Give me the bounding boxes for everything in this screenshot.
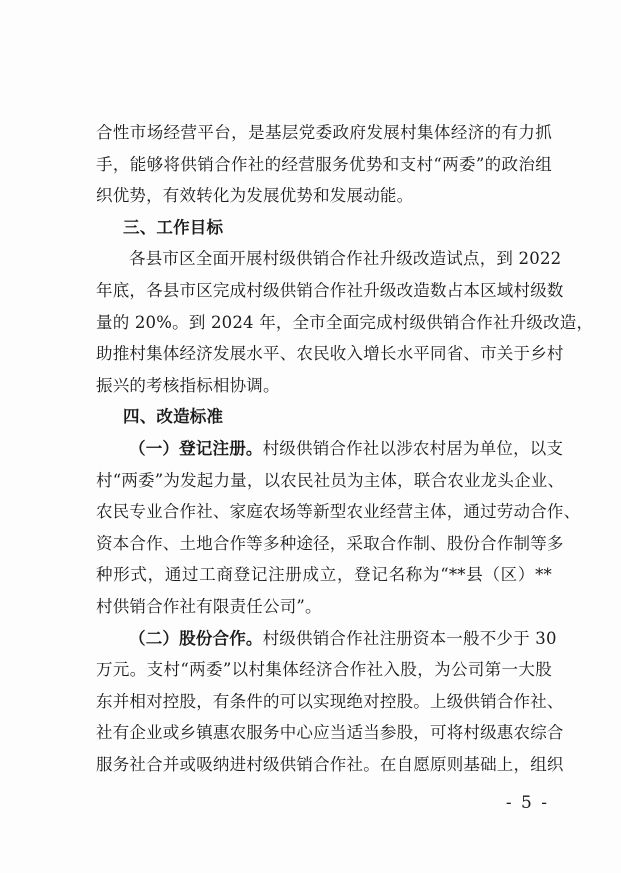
subheading-shareholding: （二）股份合作。	[129, 628, 263, 648]
body-line: 服务社合并或吸纳进村级供销合作社。在自愿原则基础上，组织	[96, 754, 564, 774]
body-line: 资本合作、土地合作等多种途径，采取合作制、股份合作制等多	[96, 533, 564, 553]
body-line: 振兴的考核指标相协调。	[96, 375, 280, 395]
page-number: - 5 -	[505, 793, 549, 813]
body-line: 年底，各县市区完成村级供销合作社升级改造数占本区域村级数	[96, 280, 564, 300]
body-text: 村级供销合作社以涉农村居为单位，以支	[262, 438, 564, 458]
paragraph-registration	[96, 433, 564, 465]
body-line: 社有企业或乡镇惠农服务中心应当适当参股，可将村级惠农综合	[96, 723, 564, 743]
section-heading-goals: 三、工作目标	[123, 217, 224, 237]
subheading-registration: （一）登记注册。	[129, 438, 263, 458]
body-line: 种形式，通过工商登记注册成立，登记名称为“**县（区）**	[96, 565, 552, 585]
section-heading-standards: 四、改造标准	[123, 407, 224, 427]
body-line: 村供销合作社有限责任公司”。	[96, 596, 322, 616]
paragraph-shareholding	[96, 623, 557, 655]
body-line: 万元。支村“两委”以村集体经济合作社入股，为公司第一大股	[96, 660, 552, 680]
body-line: 合性市场经营平台，是基层党委政府发展村集体经济的有力抓	[96, 123, 552, 142]
body-line: 东并相对控股，有条件的可以实现绝对控股。上级供销合作社、	[96, 691, 564, 711]
document-body	[96, 117, 594, 780]
body-line: 量的 20%。到 2024 年，全市全面完成村级供销合作社升级改造，	[96, 312, 594, 332]
body-text: 村级供销合作社注册资本一般不少于 30	[262, 628, 557, 648]
body-line: 手，能够将供销合作社的经营服务优势和支村“两委”的政治组	[96, 154, 552, 174]
body-line: 村“两委”为发起力量，以农民社员为主体，联合农业龙头企业、	[96, 470, 565, 490]
body-line: 织优势，有效转化为发展优势和发展动能。	[96, 186, 414, 206]
body-line: 助推村集体经济发展水平、农民收入增长水平同省、市关于乡村	[96, 344, 564, 364]
body-line: 各县市区全面开展村级供销合作社升级改造试点，到 2022	[129, 249, 562, 269]
body-line: 农民专业合作社、家庭农场等新型农业经营主体，通过劳动合作、	[96, 502, 581, 522]
